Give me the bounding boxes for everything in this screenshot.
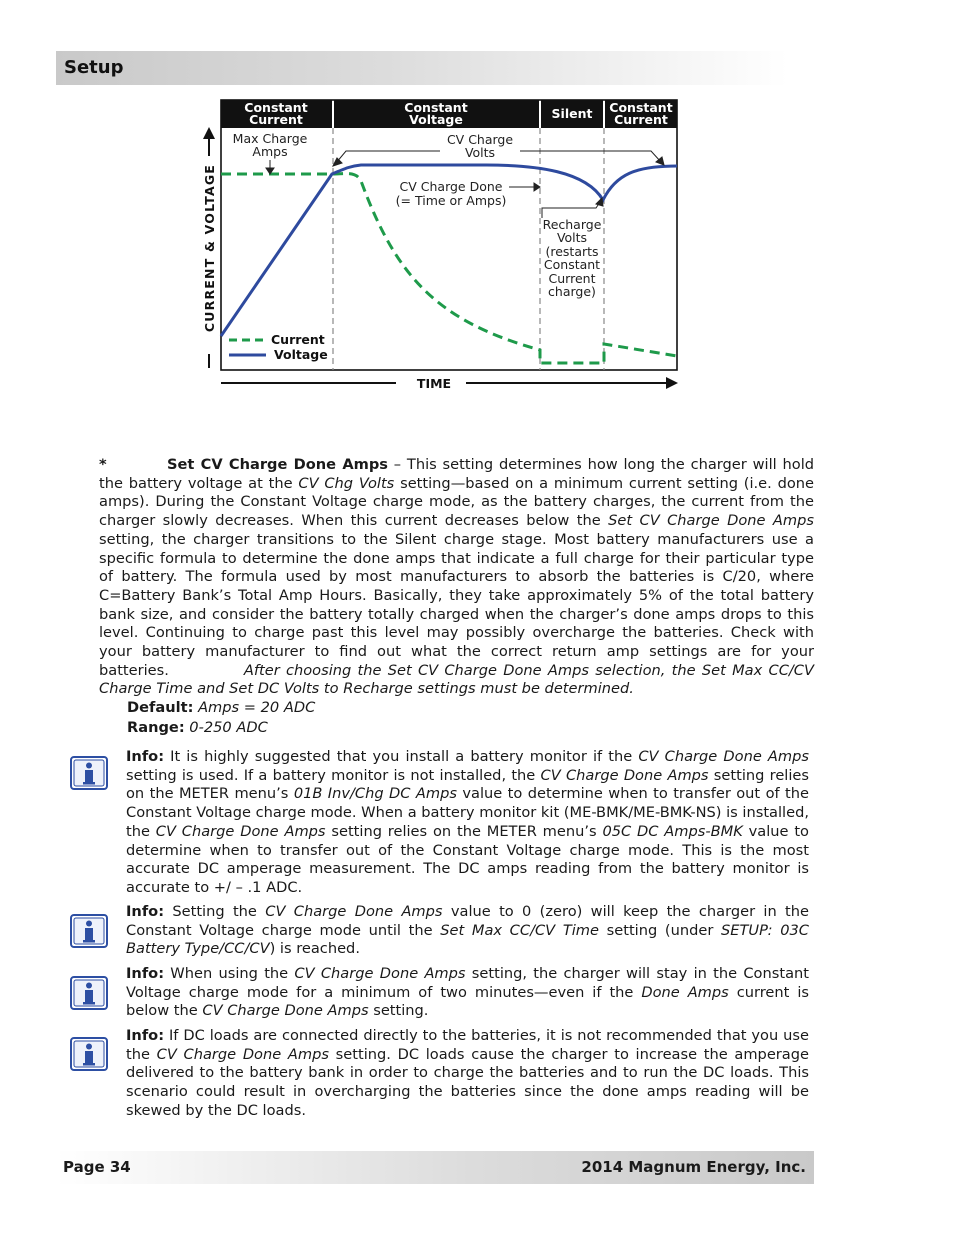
stage-1-line2: Current: [249, 112, 303, 127]
info-text: [126, 1027, 809, 1121]
annotation-recharge-5: Current: [548, 271, 596, 286]
info-icon: [70, 914, 108, 948]
text-run: setting (under: [598, 921, 722, 939]
star-marker: *: [99, 456, 107, 473]
y-axis-arrowhead: [203, 127, 215, 139]
info-label: Info:: [126, 748, 165, 765]
stage-4-line2: Current: [614, 112, 668, 127]
default-label: Default:: [127, 699, 194, 717]
info-text: [126, 965, 809, 1021]
annotation-max-charge-1: Max Charge: [232, 131, 308, 146]
arrowhead-cv-done: [534, 183, 540, 191]
annotation-recharge-2: Volts: [556, 230, 588, 245]
info-label: Info:: [126, 1027, 165, 1044]
text-run: – This setting determines how long the charger will hold the battery voltage at the: [99, 456, 815, 492]
arrow-cv-volts-left: [336, 151, 440, 163]
stage-1-line1: Constant: [244, 100, 308, 115]
text-run-italic: Done Amps: [641, 983, 729, 1001]
text-run-italic: Set Max CC/CV Time: [440, 921, 599, 939]
annotation-cv-volts-2: Volts: [464, 145, 496, 160]
text-run-italic: Set CV Charge Done Amps: [608, 512, 815, 530]
range-label: Range:: [127, 718, 185, 736]
annotation-recharge-1: Recharge: [542, 217, 602, 232]
y-axis-label: CURRENT & VOLTAGE: [202, 163, 217, 333]
stage-2-line1: Constant: [404, 100, 468, 115]
text-run: setting is used. If a battery monitor is not installed, the: [126, 766, 541, 784]
text-run-italic: After choosing the Set CV Charge Done Amps selection, the Set Max CC/CV Charge Time and Set DC Volts to Recharge settings must be determined.: [99, 661, 814, 698]
stage-4-line1: Constant: [609, 100, 673, 115]
info-label: Info:: [126, 965, 165, 982]
text-run: setting relies on the METER menu’s: [325, 822, 603, 840]
annotation-max-charge-2: Amps: [252, 144, 288, 159]
text-run: ) is reached.: [269, 940, 360, 958]
annotation-cv-done-1: CV Charge Done: [399, 179, 503, 194]
text-run-italic: 05C DC Amps-BMK: [602, 822, 743, 840]
arrow-recharge: [542, 202, 600, 218]
annotation-recharge-3: (restarts: [545, 244, 599, 259]
annotation-cv-volts-1: CV Charge: [446, 132, 514, 147]
text-run: setting—based on a minimum current setting (i.e. done amps). During the Constant Voltage charge mode, as the battery charges, the current from the charger slowly decreases. When this current decreases below the: [99, 474, 814, 530]
info-icon: [70, 976, 108, 1010]
text-run-italic: CV Charge Done Amps: [540, 766, 709, 784]
x-axis-arrowhead: [666, 377, 678, 389]
annotation-recharge-4: Constant: [543, 257, 601, 272]
stage-3-label: Silent: [551, 106, 593, 121]
text-run-italic: CV Charge Done Amps: [638, 748, 809, 765]
text-run-italic: SETUP: 03C Battery Type/CC/CV: [126, 921, 809, 958]
footer-copyright: 2014 Magnum Energy, Inc.: [581, 1158, 806, 1176]
default-value: Amps = 20 ADC: [198, 699, 316, 717]
text-run: It is highly suggested that you install a battery monitor if the: [164, 748, 639, 765]
setting-title: Set CV Charge Done Amps: [167, 456, 388, 473]
text-run: value to determine when to transfer out of the Constant Voltage charge mode. This is the most accurate DC amperage measurement. The DC amps reading from the battery monitor is accurate to +/ – .1 ADC.: [126, 822, 809, 896]
info-text: [126, 903, 809, 959]
text-run: setting.: [368, 1002, 429, 1020]
x-axis-label: TIME: [416, 376, 452, 391]
text-run: setting, the charger will stay in the Constant Voltage charge mode for a minimum of two minutes—even if the: [126, 965, 809, 1001]
section-title: Setup: [64, 57, 124, 78]
text-run-italic: CV Charge Done Amps: [155, 822, 326, 840]
text-run: value to 0 (zero) will keep the charger in the Constant Voltage charge mode until the: [126, 903, 809, 939]
page-footer: [56, 1151, 814, 1184]
text-run: current is below the: [126, 983, 809, 1020]
page-number: Page 34: [63, 1158, 131, 1176]
text-run: If DC loads are connected directly to the batteries, it is not recommended that you use the: [126, 1027, 809, 1063]
text-run: setting, the charger transitions to the Silent charge stage. Most battery manufacturers use a specific formula to determine the done amps that indicate a full charge for their particular type of battery. The formula used by most manufacturers to absorb the batteries is C/20, where C=Battery Bank’s Total Amp Hours. Basically, they take approximately 5% of the total battery bank size, and consider the battery totally charged when the charger’s done amps drops to this level. Continuing to charge past this level may possibly overcharge the batteries. Check with your battery manufacturer to find out what the correct return amp settings are for your batteries.: [99, 530, 814, 679]
info-text: [126, 748, 809, 898]
text-run-italic: CV Charge Done Amps: [156, 1045, 329, 1063]
text-run-italic: CV Chg Volts: [298, 474, 395, 492]
text-run: value to determine when to transfer out of the Constant Voltage charge mode. When a battery monitor kit (ME-BMK/ME-BMK-NS) is installed, the: [126, 785, 809, 840]
text-run: When using the: [164, 965, 295, 982]
annotation-recharge-6: charge): [548, 284, 596, 299]
arrow-cv-volts-right: [520, 151, 661, 162]
annotation-cv-done-2: (= Time or Amps): [395, 193, 507, 208]
default-line: [127, 699, 814, 718]
text-run-italic: 01B Inv/Chg DC Amps: [293, 785, 457, 803]
legend-current-label: Current: [271, 332, 325, 347]
setting-paragraph: [99, 456, 814, 699]
arrowhead-recharge: [596, 198, 603, 206]
range-value: 0-250 ADC: [189, 718, 268, 736]
text-run-italic: CV Charge Done Amps: [265, 903, 443, 920]
section-header-bar: [56, 51, 788, 85]
text-run-italic: CV Charge Done Amps: [202, 1002, 369, 1020]
arrowhead-cv-volts-left: [333, 158, 342, 166]
info-icon: [70, 756, 108, 790]
charge-profile-figure: [196, 96, 686, 396]
info-label: Info:: [126, 903, 165, 920]
range-line: [127, 719, 814, 738]
stage-2-line2: Voltage: [409, 112, 463, 127]
charge-profile-svg: [196, 96, 686, 396]
setting-description: [99, 456, 814, 738]
text-run: Setting the: [164, 903, 266, 920]
info-icon: [70, 1037, 108, 1071]
text-run: setting relies on the METER menu’s: [126, 766, 809, 803]
text-run: setting. DC loads cause the charger to increase the amperage delivered to the battery bank in order to charge the batteries and to run the DC loads. This scenario could result in overcharging the batteries since the done amps reading will be skewed by the DC loads.: [126, 1045, 809, 1119]
legend-voltage-label: Voltage: [274, 347, 328, 362]
text-run-italic: CV Charge Done Amps: [294, 965, 466, 982]
